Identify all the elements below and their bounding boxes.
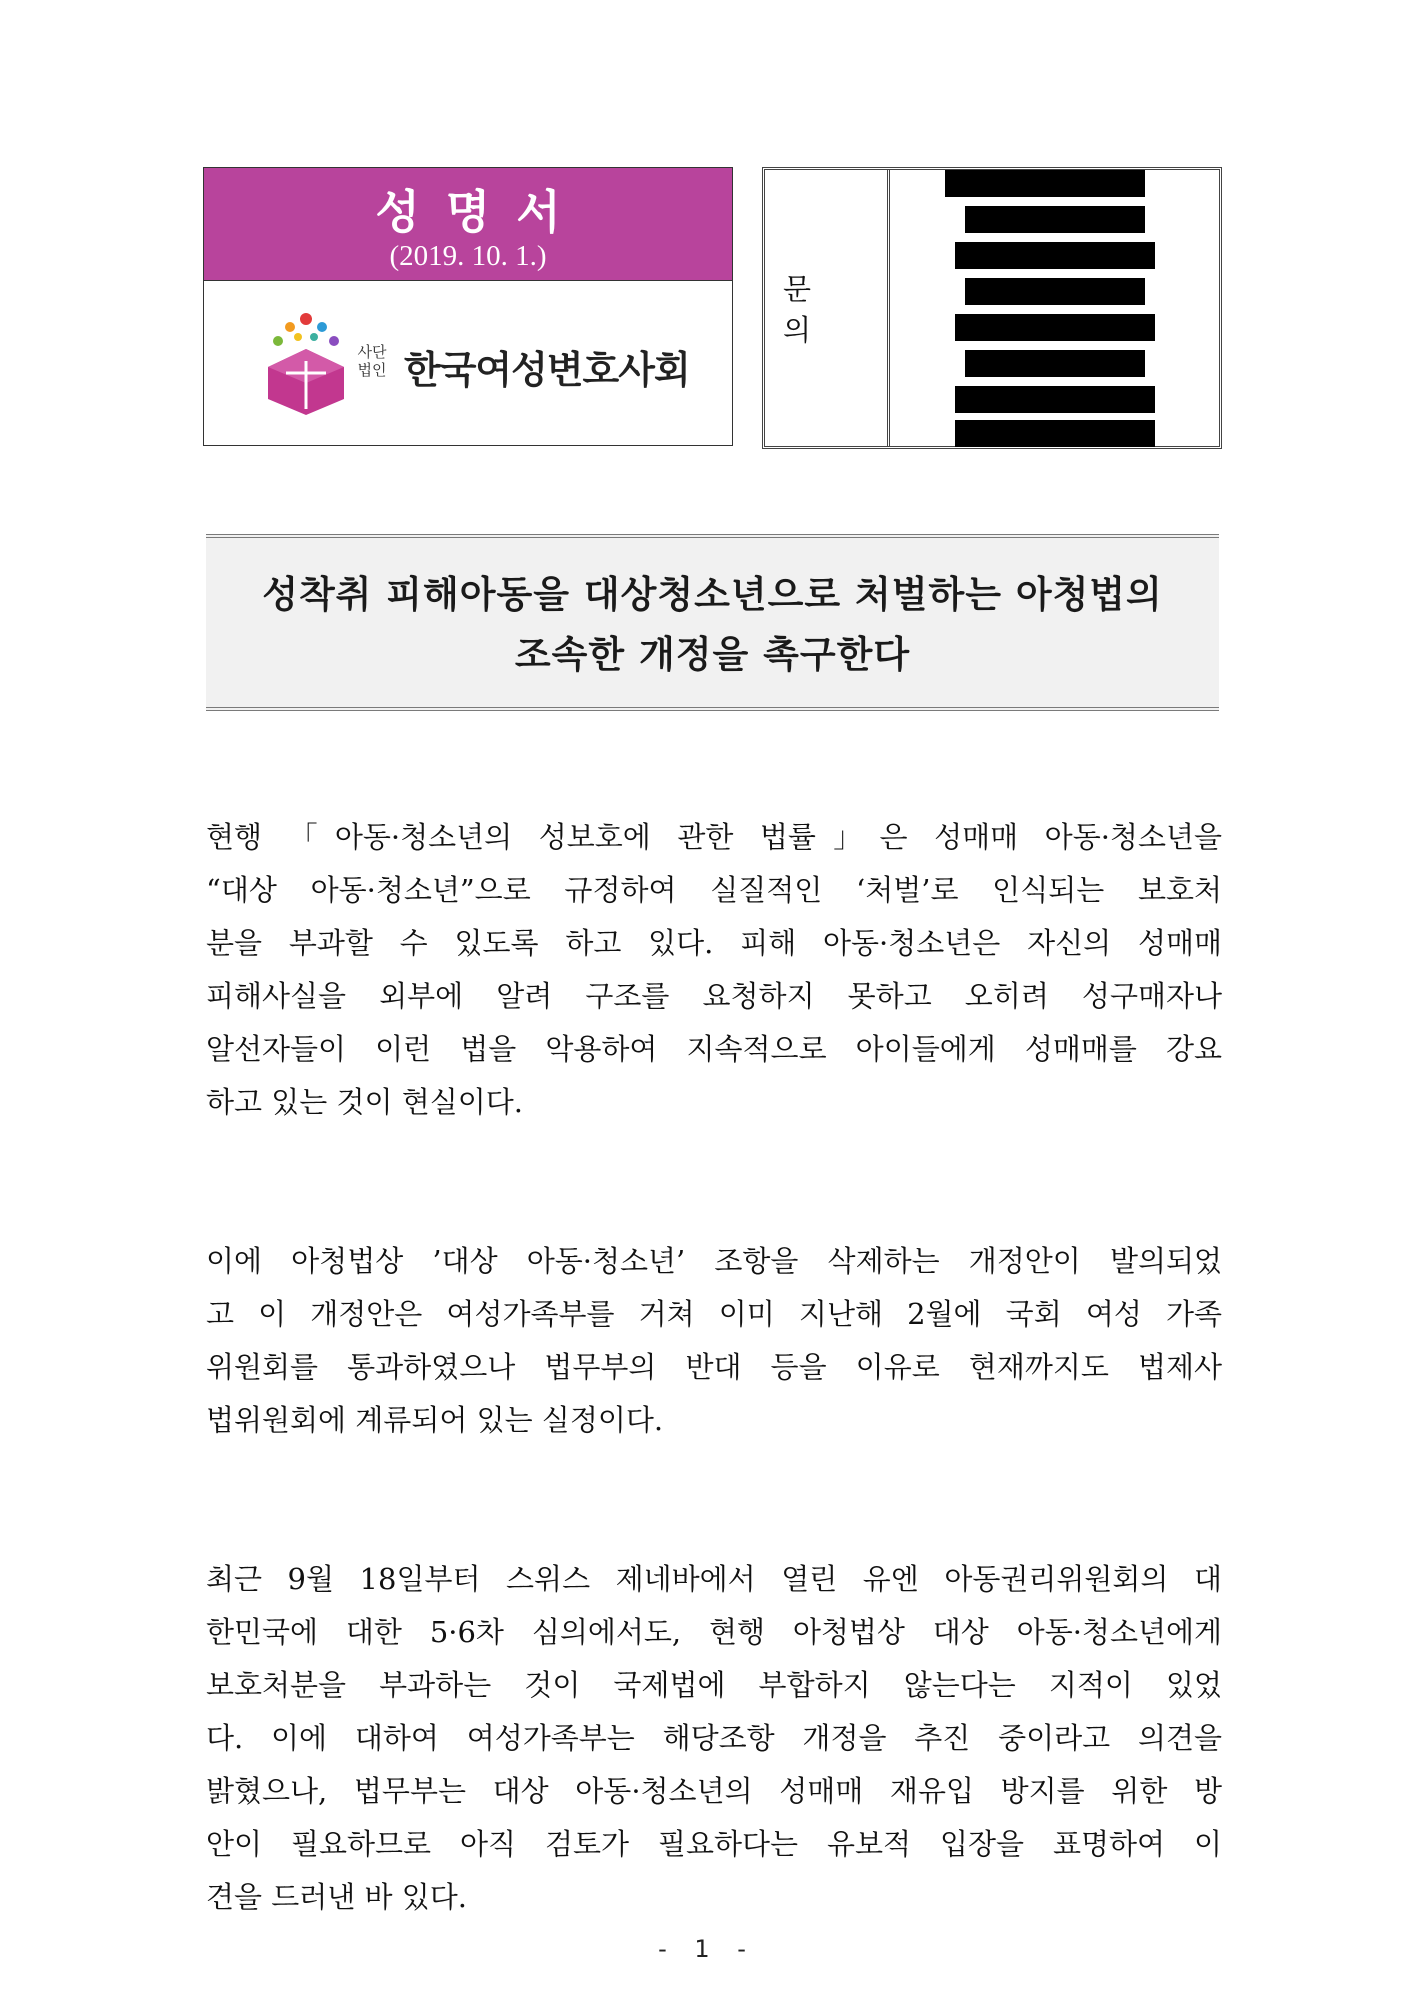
text-line: 이에 아청법상 ’대상 아동·청소년’ 조항을 삭제하는 개정안이 발의되었 [206,1244,1222,1278]
text-line: 보호처분을 부과하는 것이 국제법에 부합하지 않는다는 지적이 있었 [206,1668,1222,1702]
statement-title-line-1: 성착취 피해아동을 대상청소년으로 처벌하는 아청법의 [262,573,1163,616]
text-line: 다. 이에 대하여 여성가족부는 해당조항 개정을 추진 중이라고 의견을 [206,1721,1222,1755]
redaction-bar [955,420,1155,447]
text-line: 분을 부과할 수 있도록 하고 있다. 피해 아동·청소년은 자신의 성매매 [206,926,1222,960]
doc-date: (2019. 10. 1.) [389,240,547,272]
org-name: 한국여성변호사회 [404,348,690,392]
body-paragraph-2 [206,1235,1222,1447]
text-line: 알선자들이 이런 법을 악용하여 지속적으로 아이들에게 성매매를 강요 [206,1032,1222,1066]
text-line: 법위원회에 계류되어 있는 실정이다. [206,1403,664,1437]
redaction-bar [965,350,1145,377]
redaction-bar [945,170,1145,197]
text-line: 위원회를 통과하였으나 법무부의 반대 등을 이유로 현재까지도 법제사 [206,1350,1222,1384]
page-number: - 1 - [658,1935,756,1963]
contact-box [762,167,1222,449]
body-paragraph-1 [206,811,1222,1129]
text-line: 안이 필요하므로 아직 검토가 필요하다는 유보적 입장을 표명하여 이 [206,1827,1222,1861]
text-line: 현행 「아동·청소년의 성보호에 관한 법률」은 성매매 아동·청소년을 [206,820,1222,854]
text-line: 최근 9월 18일부터 스위스 제네바에서 열린 유엔 아동권리위원회의 대 [206,1562,1222,1596]
redaction-bar [965,278,1145,305]
header-org-box [203,167,733,446]
text-line: 견을 드러낸 바 있다. [206,1880,467,1914]
text-line: 밝혔으나, 법무부는 대상 아동·청소년의 성매매 재유입 방지를 위한 방 [206,1774,1222,1808]
body-paragraph-3 [206,1553,1222,1924]
text-line: 피해사실을 외부에 알려 구조를 요청하지 못하고 오히려 성구매자나 [206,979,1222,1013]
redaction-bar [955,314,1155,341]
contact-label: 문 의 [765,170,890,446]
org-logo-area [204,281,732,445]
org-logo-icon [264,309,348,415]
org-prefix: 사단 법인 [357,343,387,379]
text-line: 고 이 개정안은 여성가족부를 거쳐 이미 지난해 2월에 국회 여성 가족 [206,1297,1222,1331]
doc-type-band [204,168,732,281]
text-line: 하고 있는 것이 현실이다. [206,1085,524,1119]
text-line: “대상 아동·청소년”으로 규정하여 실질적인 ‘처벌’로 인식되는 보호처 [206,873,1222,907]
redaction-bar [955,242,1155,269]
redaction-bar [965,206,1145,233]
statement-title-line-2: 조속한 개정을 촉구한다 [514,633,911,676]
text-line: 한민국에 대한 5·6차 심의에서도, 현행 아청법상 대상 아동·청소년에게 [206,1615,1222,1649]
doc-type-title: 성명서 [375,185,587,239]
redaction-bar [955,386,1155,413]
contact-details-redacted [890,170,1219,446]
statement-title-box [206,534,1219,711]
